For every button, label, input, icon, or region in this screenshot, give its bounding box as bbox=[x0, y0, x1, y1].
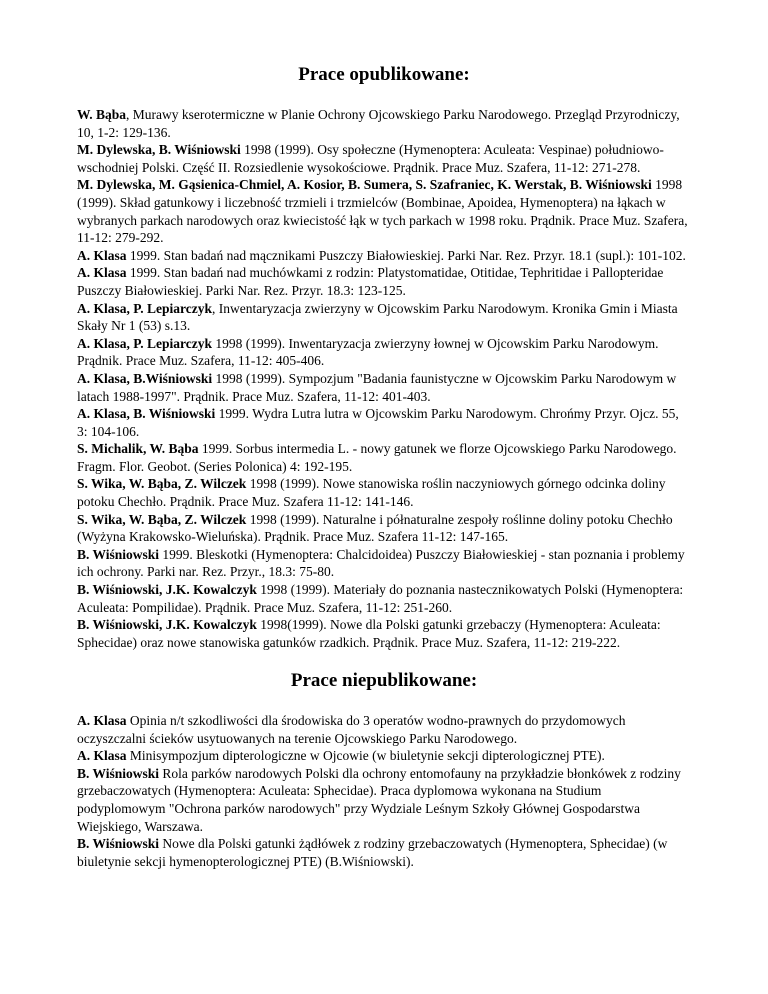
citation-authors: A. Klasa bbox=[77, 265, 127, 281]
citation-authors: A. Klasa, P. Lepiarczyk bbox=[77, 300, 213, 316]
citation-entry bbox=[77, 335, 689, 370]
citation-authors: B. Wiśniowski bbox=[77, 546, 160, 562]
citation-authors: B. Wiśniowski, J.K. Kowalczyk bbox=[77, 582, 257, 598]
citation-authors: B. Wiśniowski bbox=[77, 836, 160, 852]
citation-text: 1998 (1999). Inwentaryzacja zwierzyny łownej w Ojcowskim Parku Narodowym. Prądnik. Prace Muz. Szafera, 11-12: 405-406. bbox=[77, 335, 659, 369]
citation-entry bbox=[77, 247, 689, 265]
citation-text: Nowe dla Polski gatunki żądłówek z rodziny grzebaczowatych (Hymenoptera, Sphecidae) (w biuletynie sekcji hymenopterologicznej PTE) (B.Wiśniowski). bbox=[77, 836, 668, 869]
citation-text: 1998 (1999). Osy społeczne (Hymenoptera: Aculeata: Vespinae) południowo-wschodniej Polski. Część II. Rozsiedlenie wysokościowe. Prądnik. Prace Muz. Szafera, 11-12: 271-278. bbox=[77, 142, 664, 175]
citation-text: 1998 (1999). Sympozjum "Badania faunistyczne w Ojcowskim Parku Narodowym w latach 1988-1997". Prądnik. Prace Muz. Szafera, 11-12: 401-403. bbox=[77, 370, 677, 404]
citation-entry bbox=[77, 546, 689, 581]
citation-text: 1999. Stan badań nad muchówkami z rodzin: Platystomatidae, Otitidae, Tephritidae i Pallopteridae Puszczy Białowieskiej. Parki Nar. Rez. Przyr. 18.3: 123-125. bbox=[77, 265, 664, 298]
citation-authors: B. Wiśniowski, J.K. Kowalczyk bbox=[77, 617, 257, 633]
citation-entry bbox=[77, 264, 689, 299]
citation-authors: S. Wika, W. Bąba, Z. Wilczek bbox=[77, 476, 247, 492]
citation-authors: A. Klasa bbox=[77, 713, 127, 728]
citation-text: 1999. Sorbus intermedia L. - nowy gatunek we florze Ojcowskiego Parku Narodowego. Fragm. Flor. Geobot. (Series Polonica) 4: 192-195. bbox=[77, 441, 677, 474]
citation-authors: A. Klasa, B.Wiśniowski bbox=[77, 370, 213, 386]
citation-entry bbox=[77, 765, 689, 835]
citation-text: 1998 (1999). Naturalne i półnaturalne zespoły roślinne doliny potoku Chechło (Wyżyna Krakowsko-Wieluńska). Prądnik. Prace Muz. Szafera 11-12: 147-165. bbox=[77, 511, 673, 545]
citation-authors: S. Wika, W. Bąba, Z. Wilczek bbox=[77, 511, 247, 527]
citation-text: 1999. Stan badań nad mącznikami Puszczy Białowieskiej. Parki Nar. Rez. Przyr. 18.1 (supl.): 101-102. bbox=[126, 247, 686, 263]
citation-entry bbox=[77, 440, 689, 475]
unpublished-heading: Prace niepublikowane: bbox=[290, 670, 478, 691]
citation-authors: M. Dylewska, B. Wiśniowski bbox=[77, 142, 241, 158]
citation-authors: S. Michalik, W. Bąba bbox=[77, 441, 199, 457]
citation-entry bbox=[77, 616, 689, 651]
citation-entry bbox=[77, 370, 689, 405]
citation-entry bbox=[77, 747, 689, 765]
citation-entry bbox=[77, 581, 689, 616]
published-list bbox=[77, 106, 689, 651]
citation-entry bbox=[77, 106, 689, 141]
citation-entry bbox=[77, 712, 689, 747]
citation-entry bbox=[77, 835, 689, 870]
citation-authors: M. Dylewska, M. Gąsienica-Chmiel, A. Kosior, B. Sumera, S. Szafraniec, K. Werstak, B. Wiśniowski bbox=[77, 177, 652, 193]
citation-text: Rola parków narodowych Polski dla ochrony entomofauny na przykładzie błonkówek z rodziny grzebaczowatych (Hymenoptera: Aculeata: Sphecidae). Praca dyplomowa wykonana na Studium podyplomowym "Ochrona parków narodowych" przy Wydziale Leśnym Szkoły Głównej Gospodarstwa Wiejskiego, Warszawa. bbox=[77, 765, 681, 834]
citation-authors: A. Klasa bbox=[77, 247, 127, 263]
citation-authors: W. Bąba bbox=[77, 107, 127, 122]
published-heading: Prace opublikowane: bbox=[298, 64, 470, 85]
citation-text: 1998(1999). Nowe dla Polski gatunki grzebaczy (Hymenoptera: Aculeata: Sphecidae) oraz nowe stanowiska gatunków rzadkich. Prądnik. Prace Muz. Szafera, 11-12: 219-222. bbox=[77, 617, 661, 650]
citation-text: 1999. Bleskotki (Hymenoptera: Chalcidoidea) Puszczy Białowieskiej - stan poznania i problemy ich ochrony. Parki nar. Rez. Przyr., 18.3: 75-80. bbox=[77, 546, 685, 580]
citation-authors: A. Klasa bbox=[77, 748, 127, 764]
unpublished-list bbox=[77, 712, 689, 870]
citation-text: 1998 (1999). Materiały do poznania nastecznikowatych Polski (Hymenoptera: Aculeata: Pompilidae). Prądnik. Prace Muz. Szafera, 11-12: 251-260. bbox=[77, 582, 684, 615]
citation-text: 1999. Wydra Lutra lutra w Ojcowskim Parku Narodowym. Chrońmy Przyr. Ojcz. 55, 3: 104-106. bbox=[77, 406, 679, 439]
citation-entry bbox=[77, 475, 689, 510]
citation-entry bbox=[77, 511, 689, 546]
citation-text: , Murawy kserotermiczne w Planie Ochrony Ojcowskiego Parku Narodowego. Przegląd Przyrodniczy, 10, 1-2: 129-136. bbox=[77, 107, 680, 140]
citation-authors: A. Klasa, P. Lepiarczyk bbox=[77, 335, 213, 351]
citation-text: Opinia n/t szkodliwości dla środowiska do 3 operatów wodno-prawnych do przydomowych oczyszczalni ścieków usytuowanych na terenie Ojcowskiego Parku Narodowego. bbox=[77, 713, 626, 746]
citation-entry bbox=[77, 141, 689, 176]
citation-text: Minisympozjum dipterologiczne w Ojcowie (w biuletynie sekcji dipterologicznej PTE). bbox=[126, 748, 605, 764]
citation-entry bbox=[77, 405, 689, 440]
citation-text: 1998 (1999). Skład gatunkowy i liczebność trzmieli i trzmielców (Bombinae, Apoidea, Hymenoptera) na łąkach w wybranych parkach narodowych oraz kwiecistość łąk w tych parkach w 1998 roku. Prądnik. Prace Muz. Szafera, 11-12: 279-292. bbox=[77, 177, 688, 246]
citation-entry bbox=[77, 300, 689, 335]
citation-text: 1998 (1999). Nowe stanowiska roślin naczyniowych górnego odcinka doliny potoku Chechło. Prądnik. Prace Muz. Szafera 11-12: 141-146. bbox=[77, 476, 666, 510]
citation-entry bbox=[77, 176, 689, 246]
citation-text: , Inwentaryzacja zwierzyny w Ojcowskim Parku Narodowym. Kronika Gmin i Miasta Skały Nr 1 (53) s.13. bbox=[77, 300, 678, 334]
citation-authors: A. Klasa, B. Wiśniowski bbox=[77, 406, 216, 422]
citation-authors: B. Wiśniowski bbox=[77, 765, 160, 781]
